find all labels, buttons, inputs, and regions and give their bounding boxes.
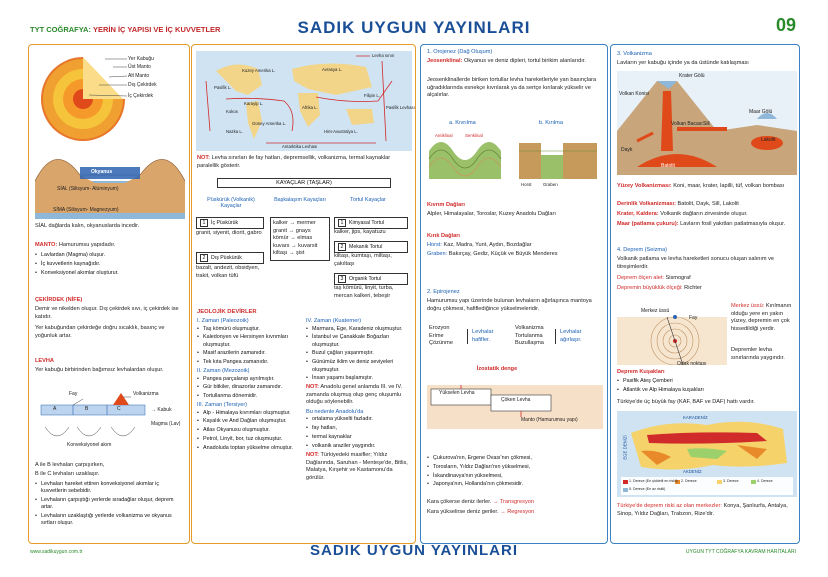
era-heading: II. Zaman (Mezozoik): [197, 368, 250, 375]
map-label: Kuzey Amerika L.: [242, 68, 276, 73]
epeirogenesis-text: Hamurumsu yapı üzerinde bulunan levhaların ağırlaşınca mantoya doğru çökmesi, hafiflediğince yükselmeleridir.: [427, 298, 592, 312]
label-sinking-plate: Çöken Levha: [501, 397, 531, 403]
list-item: • Tortullanma dönemidir.: [197, 393, 302, 400]
note-text: Anadolu genel anlamda III. ve IV. zamanda oluşmuş olup genç oluşumlu olduğu söylenebilir.: [306, 384, 403, 406]
footer-website: www.sadikuygun.com.tr: [30, 549, 83, 555]
list-item: • Buzul çağları yaşanmıştır.: [306, 350, 412, 357]
list-item: • Günümüz iklim ve deniz seviyeleri oluşmuştur.: [306, 359, 412, 374]
cause-item: Volkanizma: [515, 325, 544, 331]
rock-examples: taş kömürü, linyit, turba, mercan kalkeri, tebeşir: [334, 285, 394, 299]
legend-item: 2. Derece: [681, 479, 697, 483]
heavy-result: Levhalar ağırlaşır.: [555, 329, 601, 344]
column-volcanism-earthquakes: [610, 44, 800, 544]
bc-text: B ile C levhaları uzaklaşır.: [35, 471, 100, 477]
manto-heading: [35, 242, 185, 250]
label-ocean: Okyanus: [91, 169, 113, 175]
label-laccolith: Lakolit: [761, 137, 776, 143]
cause-item: Buzullaşma: [515, 340, 544, 347]
low-risk-desc: Konya, Şanlıurfa, Antalya, Sinop, Yıldız Dağları, Trabzon, Rize'dir.: [617, 503, 788, 517]
era-list: [197, 326, 302, 367]
list-item: • Japonya'nın, Hollanda'nın çökmesidir.: [427, 481, 605, 488]
turkey-earthquake-map: [617, 411, 797, 497]
number-box: 3: [338, 275, 346, 283]
map-label: Hint-Avustralya L.: [324, 129, 358, 134]
regression-text: [427, 509, 534, 517]
list-item: • Gür bitkiler, dinazorlar zamanıdır.: [197, 384, 302, 391]
cause-item: Erime: [429, 332, 444, 339]
world-plates-map: [196, 51, 412, 151]
meta-item: kuvars → kuvarsit: [273, 242, 318, 249]
legend-item: 1. Derece (En şiddetli en riskli): [629, 479, 678, 483]
rock-external-igneous: [196, 252, 264, 264]
list-item: • İstanbul ve Çanakkale Boğazları oluşmuştur.: [306, 334, 412, 349]
rock-examples: kiltaşı, kumtaşı, miltaşı, çakıltaşı: [334, 253, 392, 267]
epicenter-diagram: [617, 305, 727, 365]
cause-item: Çözünme: [429, 340, 453, 347]
label-epicenter: Merkez üssü: [641, 308, 670, 314]
note-label: NOT:: [197, 155, 211, 161]
meta-item: granit → gnays: [273, 227, 311, 234]
rock-label: Kimyasal Tortul: [349, 220, 385, 226]
label-anticline: Antiklinal: [435, 133, 453, 138]
seismograph-label: Deprem ölçen alet:: [617, 275, 664, 281]
graben-desc: Bakırçay, Gediz, Küçük ve Büyük Menderes: [448, 251, 558, 257]
list-item: • termal kaynaklar: [306, 434, 412, 441]
list-item: • Pasifik Ateş Çemberi: [617, 378, 797, 385]
label-fault: Fay: [689, 315, 698, 321]
eras-right: [306, 318, 412, 482]
list-item: • Atlantik ve Alp Himalaya kuşakları: [617, 387, 797, 394]
epicenter-label: Merkez üssü:: [731, 303, 765, 309]
list-item: • Anadoluda toptan yükselme olmuştur.: [197, 445, 302, 452]
rock-label: Organik Tortul: [349, 276, 382, 282]
label-sima: SİMA (Silisyum- Magnezyum): [53, 207, 119, 213]
map-label: Pasifik L.: [214, 85, 232, 90]
transgression-label: → Transgresyon: [492, 499, 534, 505]
list-item: • İskandinavya'nın yükselmesi,: [427, 473, 605, 480]
map-label: Kokos: [226, 109, 238, 114]
era-heading: IV. Zaman (Kuaterner): [306, 318, 362, 324]
list-item: • Torosların, Yıldız Dağları'nın yükselmesi,: [427, 464, 605, 471]
geosyncline-label: Jeosenklinal:: [427, 58, 463, 64]
list-item: • Pangea parçalanıp ayrılmıştır.: [197, 376, 302, 383]
rock-organic-sedimentary: [334, 273, 408, 285]
label-volcano-vent: Volkan Bacası: [671, 121, 703, 127]
label-horst: Horst: [521, 182, 532, 187]
surface-volcanism-desc: Koni, maar, krater, lapilli, tüf, volkan bombası: [673, 183, 785, 189]
number-box: 1: [338, 219, 346, 227]
footer-series: UYGUN TYT COĞRAFYA KAVRAM HARİTALARI: [685, 549, 796, 555]
fold-mountains-heading: Kıvrım Dağları: [427, 202, 465, 208]
maar-label: Maar (patlama çukuru):: [617, 221, 679, 227]
label-crust-arrow: → Kabuk: [151, 407, 172, 413]
rock-type-sedimentary: Tortul Kayaçlar: [350, 197, 386, 203]
label-crust-text: Kabuk: [157, 407, 172, 413]
geosyncline-desc: Okyanus ve deniz dipleri, tortul birikim alanlarıdır.: [464, 58, 586, 64]
fault-mountains-heading: Kırık Dağları: [427, 233, 460, 239]
label-plate-b: B: [85, 406, 89, 412]
ab-text: A ile B levhaları çarpışırken,: [35, 462, 105, 468]
label-mantle: Manto (Hamurumsu yapı): [521, 417, 578, 423]
rock-label: Mekanik Tortul: [349, 244, 383, 250]
note-text: Levha sınırları ile fay hatları, depremsellik, volkanizma, termal kaynaklar paralellik gösterir.: [197, 155, 391, 169]
list-item: • ortalama yükselti fazladır.: [306, 416, 412, 423]
regression-desc: Kara yükselirse deniz geriler.: [427, 509, 499, 515]
rock-mechanical-sedimentary: [334, 241, 408, 253]
sial-text: SİAL dağlarda kalın, okyanuslarda incedir.: [35, 223, 140, 229]
map-label: Pasifik Levhası: [386, 105, 415, 110]
label-fault: Fay: [69, 391, 78, 397]
label-rising-plate: Yükselen Levha: [439, 390, 475, 396]
levha-heading: LEVHA: [35, 358, 54, 364]
label-magma: Magma (Lav): [151, 421, 181, 427]
list-item: • Alp - Himalaya kıvrımları oluşmuştur.: [197, 410, 302, 417]
seismograph-value: Sismograf: [665, 275, 691, 281]
label-isostasy: İzostatik denge: [476, 366, 518, 372]
label-folding: a. Kıvrılma: [449, 120, 476, 126]
note-text: Türkiyedeki masifler; Yıldız Dağlarında, Saruhan - Menteşe'de, Bitlis, Malatya, Kırşehir ve Kastamonu'da görülür.: [306, 452, 408, 481]
note-massifs: [306, 452, 412, 482]
rock-internal-igneous: [196, 217, 264, 229]
low-risk-label: Türkiye'de deprem riski az olan merkezler:: [617, 503, 722, 509]
number-box: 1: [200, 219, 208, 227]
anatolia-list: [306, 416, 412, 450]
map-label: Afrika L.: [302, 105, 318, 110]
list-item: • Masif arazilerin zamanıdır.: [197, 350, 302, 357]
crater-text: [617, 211, 797, 219]
section-volcanism: 3. Volkanizma: [617, 51, 652, 57]
map-label: Güney Amerika L.: [252, 121, 287, 126]
label-volcanism: Volkanizma: [133, 391, 159, 397]
meta-item: kiltaşı → şist: [273, 250, 305, 257]
horst-label: Horst:: [427, 242, 442, 248]
graben-label: Graben:: [427, 251, 448, 257]
section-orogenesis: 1. Orojenez (Dağ Oluşum): [427, 49, 493, 55]
list-item: • Kayalık ve And Dağları oluşmuştur.: [197, 418, 302, 425]
legend-item: 3. Derece: [723, 479, 739, 483]
rock-examples: bazalt, andezit, obsidyen, trakit, volkan tüfü: [196, 265, 260, 279]
geosyncline-text-2: Jeosenklinallerde biriken tortullar levha hareketleriyle yan basınçlara uğradıklarında esnekçe kıvrılarak ya da sertçe kırılarak yükselir ve alçalırlar.: [427, 77, 597, 99]
map-label: Levha sınırı: [372, 53, 395, 58]
list-item: • Atlas Okyanusu oluşmuştur.: [197, 427, 302, 434]
map-label: Filipin L.: [364, 93, 381, 98]
label-faulting: b. Kırılma: [539, 120, 563, 126]
section-epeirogenesis: 2. Epirojenez: [427, 289, 460, 295]
list-item: • Marmara, Ege, Karadeniz oluşmuştur.: [306, 326, 412, 333]
column-earth-structure: [28, 44, 190, 544]
list-item: • Çukurova'nın, Ergene Ovası'nın çökmesi,: [427, 455, 605, 462]
list-item: • İç kuvvetlerin kaynağıdır.: [35, 261, 185, 268]
epeirogenesis-examples: [427, 455, 605, 490]
lighten-result: Levhalar hafifler.: [467, 329, 505, 344]
label-black-sea: KARADENİZ: [683, 415, 708, 420]
note-label: NOT:: [306, 384, 320, 391]
cause-item: Erozyon: [429, 325, 450, 331]
list-item: • Levhaların çarpıştığı yerlerde sıradağlar oluşur, deprem artar.: [35, 497, 185, 512]
rock-type-metamorphic: Başkalaşım Kayaçları: [274, 197, 326, 203]
column-rocks-eras: [191, 44, 416, 544]
era-list: [197, 410, 302, 452]
cause-item: Tortulanma: [515, 332, 543, 339]
legend-item: 5. Derece (En az riskli): [629, 487, 666, 491]
list-item: • İnsan yaşamı başlamıştır.: [306, 375, 412, 382]
list-item: • Lavlardan (Magma) oluşur.: [35, 252, 185, 259]
manto-label: MANTO:: [35, 242, 58, 248]
crater-desc: Volkanik dağların zirvesinde oluşur.: [660, 211, 748, 217]
meta-item: kömür → elmas: [273, 235, 313, 242]
map-label: Avrasya L.: [322, 67, 343, 72]
rock-examples: granit, siyenit, diorit, gabro: [196, 230, 262, 236]
section-earthquake: 4. Deprem (Seizma): [617, 247, 668, 253]
core-text: Demir ve nikelden oluşur. Dış çekirdek sıvı, iç çekirdek ise katıdır.: [35, 306, 179, 320]
epicenter-desc: Kırılmanın olduğu yere en yakın yüzey, depremin en çok hissedildiği yerdir.: [731, 303, 792, 332]
header-topic: YERİN İÇ YAPISI VE İÇ KUVVETLER: [92, 25, 221, 34]
list-item: • fay hatları,: [306, 425, 412, 432]
rock-type-igneous: Püskürük (Volkanik) Kayaçlar: [207, 197, 255, 209]
manto-list: [35, 252, 185, 278]
number-box: 2: [200, 254, 208, 262]
anatolia-heading: Bu nedenle Anadolu'da: [306, 408, 364, 415]
earthquake-belts-heading: Deprem Kuşakları: [617, 369, 665, 375]
label-aegean: EGE DENİZİ: [622, 435, 628, 460]
era-list: [197, 376, 302, 401]
heavy-causes: [515, 325, 544, 348]
label-crater-lake: Krater Gölü: [679, 73, 705, 79]
era-list: [306, 326, 412, 383]
column-orogenesis: [420, 44, 608, 544]
epicenter-text: [731, 303, 797, 333]
meta-item: kalker → mermer: [273, 220, 316, 226]
maar-text: [617, 221, 797, 229]
eras-left: [197, 318, 302, 454]
label-volcano-cone: Volkan Konisi: [619, 91, 650, 97]
legend-item: 4. Derece: [757, 479, 773, 483]
transgression-text: [427, 499, 534, 507]
fold-mountains-text: Alpler, Himalayalar, Toroslar, Kuzey Anadolu Dağları: [427, 211, 556, 217]
turkey-faults-text: Türkiye'de üç büyük fay (KAF, BAF ve DAF) hattı vardır.: [617, 399, 755, 405]
rocks-title-box: KAYAÇLAR (TAŞLAR): [217, 178, 391, 188]
label-convection: Konveksiyonel akım: [67, 442, 112, 448]
epicenter-text-2: Depremler levha sınırlarında yaygındır.: [731, 347, 785, 361]
levha-list: [35, 481, 185, 529]
label-outer-core: Dış Çekirdek: [128, 82, 157, 88]
footer-title: SADIK UYGUN YAYINLARI: [310, 542, 518, 559]
earthquake-belts-list: [617, 378, 797, 396]
label-mediterranean: AKDENİZ: [683, 469, 702, 474]
core-heading: ÇEKİRDEK (NİFE): [35, 297, 83, 303]
richter-label: Depremin büyüklük ölçeği:: [617, 285, 683, 291]
number-box: 2: [338, 243, 346, 251]
label-maar-lake: Maar Gölü: [749, 109, 773, 115]
era-heading: III. Zaman (Tersiyer): [197, 401, 248, 408]
rock-label: Dış Püskürük: [211, 255, 242, 261]
list-item: • Taş kömürü oluşmuştur.: [197, 326, 302, 333]
label-plate-a: A: [53, 406, 57, 412]
graben-text: [427, 251, 605, 259]
surface-volcanism-label: Yüzey Volkanizması:: [617, 183, 672, 189]
volcanism-text: Lavların yer kabuğu içinde ya da üstünde katılaşması: [617, 60, 749, 66]
label-batholith: Batolit: [661, 163, 675, 169]
label-dike: Dayk: [621, 147, 633, 153]
label-inner-core: İç Çekirdek: [128, 93, 154, 99]
lighten-causes: [429, 325, 453, 348]
label-graben: Graben: [543, 182, 558, 187]
era-heading: I. Zaman (Paleozoik): [197, 318, 249, 324]
label-lower-mantle: Alt Manto: [128, 73, 150, 79]
geosyncline-text: [427, 58, 603, 66]
rock-examples: kalker, jips, kayatuzu: [334, 229, 386, 235]
header-course: TYT COĞRAFYA:: [30, 25, 91, 34]
richter-text: [617, 285, 702, 293]
list-item: • Konveksiyonel akımlar oluşturur.: [35, 270, 185, 277]
list-item: • Kaledonyen ve Hersinyen kıvrımları oluşmuştur.: [197, 334, 302, 349]
horst-desc: Kaz, Madra, Yunt, Aydın, Bozdağlar: [443, 242, 532, 248]
label-focus: Odak noktası: [677, 361, 707, 367]
list-item: • Petrol, Linyit, bor, tuz oluşmuştur.: [197, 436, 302, 443]
note-anatolia: [306, 384, 412, 407]
folding-faulting-diagram: [427, 131, 603, 183]
manto-text: Hamurumsu yapıdadır.: [58, 242, 116, 248]
regression-label: → Regresyon: [500, 509, 535, 515]
page-title: SADIK UYGUN YAYINLARI: [297, 18, 531, 37]
list-item: • volkanik araziler yaygındır.: [306, 443, 412, 450]
levha-text: Yer kabuğu birbirinden bağımsız levhalardan oluşur.: [35, 367, 164, 373]
label-sial: SİAL (Silisyum- Alüminyum): [57, 186, 119, 192]
label-crust: Yer Kabuğu: [128, 56, 154, 62]
seismograph-text: [617, 275, 691, 283]
crater-label: Krater, Kaldera:: [617, 211, 659, 217]
page-number: 09: [775, 15, 796, 35]
maar-desc: Lavların fosil yakıtları patlatmasıyla oluşur.: [680, 221, 786, 227]
label-plate-c: C: [117, 406, 121, 412]
transgression-desc: Kara çökerse deniz ilerler.: [427, 499, 492, 505]
list-item: • Tek kıta Pangea zamanıdır.: [197, 359, 302, 366]
metamorphic-box: [270, 217, 330, 261]
earthquake-text: Volkanik patlama ve levha hareketleri sonucu oluşan salınım ve titreşimlerdir.: [617, 256, 775, 270]
note-label: NOT:: [306, 452, 320, 458]
horst-text: [427, 242, 605, 250]
surface-volcanism: [617, 183, 797, 191]
label-syncline: Senklinal: [465, 133, 483, 138]
map-label: Antarktika Levhası: [282, 144, 318, 149]
map-label: Karayip L.: [244, 101, 264, 106]
map-label: Nazka L.: [226, 129, 243, 134]
deep-volcanism-label: Derinlik Volkanizması:: [617, 201, 676, 207]
richter-value: Richter: [684, 285, 702, 291]
deep-volcanism-desc: Batolit, Dayk, Sill, Lakolit: [677, 201, 739, 207]
label-sill: Sill: [703, 121, 710, 127]
low-risk-text: [617, 503, 797, 518]
rock-label: İç Püskürük: [211, 220, 239, 226]
note-plates: [197, 155, 411, 170]
deep-volcanism: [617, 201, 797, 209]
label-upper-mantle: Üst Manto: [128, 64, 151, 70]
list-item: • Levhaların uzaklaştığı yerlerde volkanizma ve okyanus sırtları oluşur.: [35, 513, 185, 528]
earth-layers-diagram: [35, 51, 185, 143]
list-item: • Levhaları hareket ettiren konveksiyonel akımlar iç kuvvetlerin sebebidir.: [35, 481, 185, 496]
eras-title: JEOLOJİK DEVİRLER: [197, 309, 257, 315]
rock-chemical-sedimentary: [334, 217, 408, 229]
core-text-2: Yer kabuğundan çekirdeğe doğru sıcaklık, basınç ve yoğunluk artar.: [35, 325, 165, 339]
